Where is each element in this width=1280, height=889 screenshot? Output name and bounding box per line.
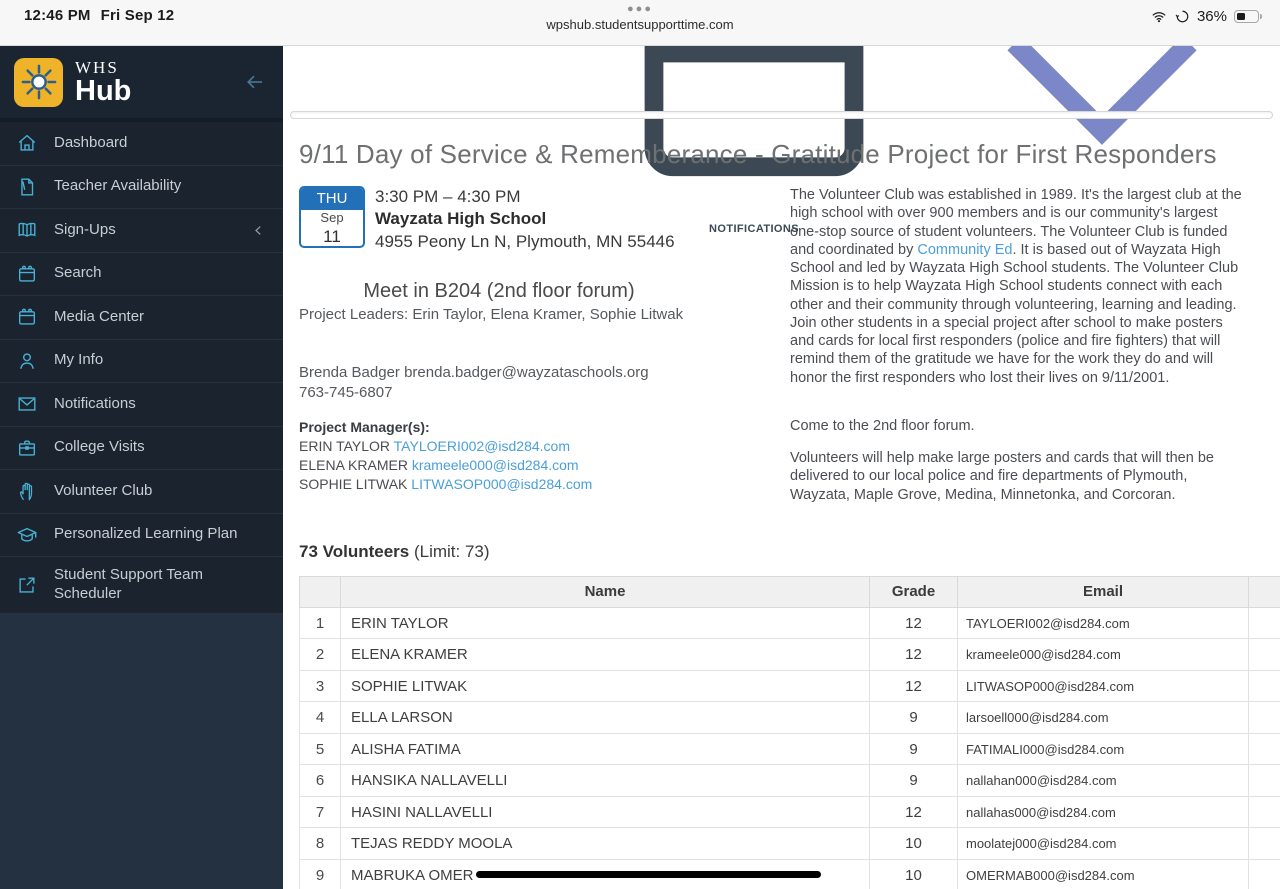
table-row (300, 639, 1280, 671)
col-number (300, 576, 341, 607)
sidebar-nav (0, 118, 283, 614)
book-icon (16, 219, 38, 241)
manager-line (299, 437, 777, 456)
volunteer-name: SOPHIE LITWAK (341, 670, 870, 702)
row-extra-cell (1249, 670, 1280, 702)
row-number: 9 (300, 859, 341, 889)
row-extra-cell (1249, 765, 1280, 797)
date-badge-month: Sep (320, 210, 344, 225)
row-extra-cell (1249, 733, 1280, 765)
manager-name: ERIN TAYLOR (299, 438, 394, 455)
status-time: 12:46 PM (24, 7, 91, 24)
sidebar-item-dashboard[interactable] (0, 122, 283, 166)
envelope-icon (16, 393, 38, 415)
sidebar-item-label: Personalized Learning Plan (54, 525, 238, 543)
battery-icon (1234, 10, 1262, 23)
volunteer-name: ELLA LARSON (341, 702, 870, 734)
volunteer-email: nallahas000@isd284.com (958, 796, 1249, 828)
volunteer-email: moolatej000@isd284.com (958, 828, 1249, 860)
logo-line2: Hub (75, 74, 132, 107)
table-row (300, 733, 1280, 765)
table-row (300, 765, 1280, 797)
volunteer-name: TEJAS REDDY MOOLA (341, 828, 870, 860)
home-icon (16, 132, 38, 154)
address-bar-url[interactable]: wpshub.studentsupporttime.com (546, 17, 734, 32)
page-content (283, 119, 1280, 889)
volunteer-grade: 12 (870, 639, 958, 671)
wifi-icon (1150, 9, 1168, 24)
volunteer-name: ALISHA FATIMA (341, 733, 870, 765)
horizontal-scrollbar[interactable] (290, 111, 1273, 119)
sidebar (0, 46, 283, 889)
sidebar-item-college-visits[interactable] (0, 427, 283, 471)
date-badge (299, 186, 365, 248)
date-badge-day: THU (301, 188, 363, 210)
project-leaders: Project Leaders: Erin Taylor, Elena Kramer, Sophie Litwak (299, 306, 684, 324)
sidebar-item-label: Media Center (54, 307, 145, 325)
row-number: 5 (300, 733, 341, 765)
row-extra-cell (1249, 702, 1280, 734)
volunteers-table-body (300, 607, 1280, 889)
sidebar-item-label: Teacher Availability (54, 177, 182, 195)
hand-icon (16, 480, 38, 502)
row-number: 4 (300, 702, 341, 734)
logo-line1: WHS (75, 57, 119, 77)
document-icon (16, 176, 38, 198)
rotation-lock-icon (1175, 9, 1190, 24)
col-extra (1249, 576, 1280, 607)
volunteer-grade: 10 (870, 828, 958, 860)
volunteer-email: FATIMALI000@isd284.com (958, 733, 1249, 765)
sidebar-item-label: My Info (54, 351, 104, 369)
volunteers-heading (299, 542, 1280, 562)
sidebar-collapse-arrow-icon[interactable] (243, 70, 267, 94)
description-paragraph-4: Volunteers will help make large posters and cards that will then be delivered to our local police and fire departments of Plymouth, Wayzata, Maple Grove, Medina, Minnetonka, and Corcoran. (790, 450, 1214, 503)
description-paragraph-2: Join other students in a special project after school to make posters and cards for local first responders (police and fire fighters) that will remind them of the gratitude we have for the work they do and will honor the first responders who lost their lives on 9/11/2001. (790, 314, 1223, 386)
event-description (777, 186, 1280, 504)
manager-email-link[interactable]: TAYLOERI002@isd284.com (393, 438, 570, 455)
volunteer-name: HANSIKA NALLAVELLI (341, 765, 870, 797)
sidebar-item-label: Dashboard (54, 133, 128, 151)
sidebar-item-notifications[interactable] (0, 383, 283, 427)
volunteer-email: LITWASOP000@isd284.com (958, 670, 1249, 702)
row-number: 1 (300, 607, 341, 639)
status-date: Fri Sep 12 (100, 7, 175, 24)
manager-name: SOPHIE LITWAK (299, 475, 412, 492)
sidebar-item-label: Search (54, 264, 102, 282)
row-extra-cell (1249, 859, 1280, 889)
col-email: Email (958, 576, 1249, 607)
sidebar-item-label: Notifications (54, 394, 136, 412)
row-number: 7 (300, 796, 341, 828)
meet-location: Meet in B204 (2nd floor forum) (363, 280, 635, 303)
description-paragraph-1 (790, 186, 1246, 314)
volunteer-name: HASINI NALLAVELLI (341, 796, 870, 828)
volunteer-grade: 9 (870, 765, 958, 797)
manager-line (299, 475, 777, 494)
row-number: 8 (300, 828, 341, 860)
volunteer-email: OMERMAB000@isd284.com (958, 859, 1249, 889)
sidebar-item-teacher-availability[interactable] (0, 166, 283, 210)
chevron-left-icon[interactable] (250, 222, 267, 239)
contact-line: Brenda Badger brenda.badger@wayzataschools.org (299, 364, 649, 382)
row-number: 2 (300, 639, 341, 671)
status-bar (0, 0, 1280, 46)
manager-line (299, 456, 777, 475)
manager-email-link[interactable]: LITWASOP000@isd284.com (411, 475, 593, 492)
sidebar-item-search[interactable] (0, 253, 283, 297)
event-location: Wayzata High School (375, 209, 547, 229)
volunteers-table (299, 576, 1280, 889)
sidebar-filler (0, 614, 283, 889)
volunteer-name: ELENA KRAMER (341, 639, 870, 671)
redaction-bar (476, 871, 821, 878)
row-extra-cell (1249, 607, 1280, 639)
table-row (300, 670, 1280, 702)
event-time: 3:30 PM – 4:30 PM (375, 187, 521, 206)
manager-name: ELENA KRAMER (299, 456, 412, 473)
sun-logo-icon (14, 58, 63, 107)
desc-p1-text: The Volunteer Club was established in 1989. It's the largest club at the high school with over 900 members and is our community's largest one-stop source of student volunteers. The Volunteer Club is funded and coordinated by (790, 187, 1242, 258)
sidebar-item-label: College Visits (54, 438, 145, 456)
person-icon (16, 350, 38, 372)
volunteer-email: TAYLOERI002@isd284.com (958, 607, 1249, 639)
volunteer-grade: 12 (870, 670, 958, 702)
calendar-icon (16, 263, 38, 285)
sidebar-item-student-support-team-scheduler[interactable] (0, 557, 283, 614)
table-row (300, 828, 1280, 860)
notifications-label: NOTIFICATIONS (709, 222, 799, 235)
volunteer-grade: 12 (870, 796, 958, 828)
calendar-icon (16, 306, 38, 328)
sidebar-item-volunteer-club[interactable] (0, 470, 283, 514)
briefcase-icon (16, 437, 38, 459)
sidebar-item-label: Student Support Team Scheduler (54, 566, 203, 602)
date-badge-date: 11 (323, 226, 341, 246)
table-header-row (300, 576, 1280, 607)
app-logo-text (75, 59, 131, 106)
table-row (300, 859, 1280, 889)
volunteer-grade: 9 (870, 702, 958, 734)
sidebar-item-my-info[interactable] (0, 340, 283, 384)
sidebar-item-sign-ups[interactable] (0, 209, 283, 253)
page-title: 9/11 Day of Service & Rememberance - Gratitude Project for First Responders (299, 139, 1217, 169)
table-row (300, 796, 1280, 828)
volunteers-count: 73 Volunteers (299, 541, 410, 561)
sidebar-item-label: Sign-Ups (54, 220, 116, 238)
table-row (300, 702, 1280, 734)
community-ed-link[interactable]: Community Ed (917, 241, 1013, 258)
app-logo[interactable] (0, 46, 283, 118)
row-extra-cell (1249, 828, 1280, 860)
row-extra-cell (1249, 796, 1280, 828)
volunteer-grade: 10 (870, 859, 958, 889)
volunteer-email: larsoell000@isd284.com (958, 702, 1249, 734)
sidebar-item-personalized-learning-plan[interactable] (0, 514, 283, 558)
volunteer-name: MABRUKA OMER (341, 859, 870, 889)
volunteer-email: krameele000@isd284.com (958, 639, 1249, 671)
sidebar-item-label: Volunteer Club (54, 481, 153, 499)
external-icon (16, 574, 38, 596)
row-extra-cell (1249, 639, 1280, 671)
managers-list (299, 437, 777, 493)
desc-p1-text-after: . It is based out of Wayzata High School and led by Wayzata High School students. The Volunteer Club Mission is to help Wayzata High School students connect with each other and their community through volunteering, learning and leading. (790, 241, 1239, 313)
table-row (300, 607, 1280, 639)
volunteer-name: ERIN TAYLOR (341, 607, 870, 639)
sidebar-item-media-center[interactable] (0, 296, 283, 340)
contact-phone: 763-745-6807 (299, 383, 393, 401)
battery-percentage: 36% (1196, 8, 1227, 25)
col-grade: Grade (870, 576, 958, 607)
project-managers-label: Project Manager(s): (299, 419, 430, 436)
volunteer-email: nallahan000@isd284.com (958, 765, 1249, 797)
volunteer-grade: 9 (870, 733, 958, 765)
volunteers-limit: (Limit: 73) (409, 541, 490, 561)
event-address: 4955 Peony Ln N, Plymouth, MN 55446 (375, 231, 675, 251)
graduation-icon (16, 524, 38, 546)
manager-email-link[interactable]: krameele000@isd284.com (411, 456, 579, 473)
row-number: 3 (300, 670, 341, 702)
tab-overview-dots[interactable]: ●●● (627, 3, 653, 15)
row-number: 6 (300, 765, 341, 797)
col-name: Name (341, 576, 870, 607)
description-paragraph-3: Come to the 2nd floor forum. (790, 417, 975, 434)
volunteer-grade: 12 (870, 607, 958, 639)
